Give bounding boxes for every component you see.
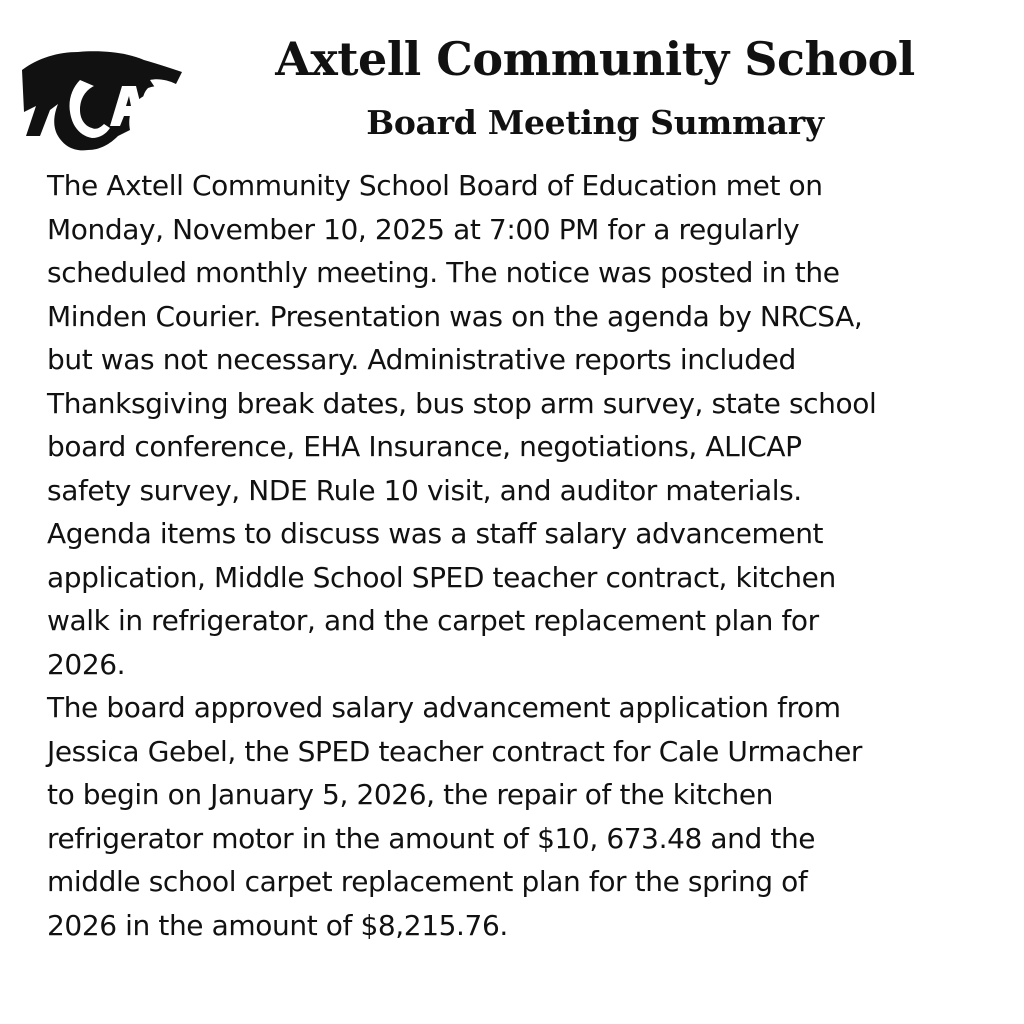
summary-line: Thanksgiving break dates, bus stop arm survey, state school xyxy=(47,386,877,420)
summary-line: Monday, November 10, 2025 at 7:00 PM for a regularly xyxy=(47,212,800,246)
summary-line: safety survey, NDE Rule 10 visit, and auditor materials. xyxy=(47,473,802,507)
summary-line: but was not necessary. Administrative reports included xyxy=(47,343,796,376)
summary-line: Agenda items to discuss was a staff salary advancement xyxy=(47,517,824,550)
summary-line: scheduled monthly meeting. The notice was posted in the xyxy=(47,256,840,289)
summary-line: board conference, EHA Insurance, negotiations, ALICAP xyxy=(47,430,802,463)
summary-body xyxy=(47,164,977,947)
page-subtitle: Board Meeting Summary xyxy=(366,103,824,142)
summary-line: middle school carpet replacement plan for the spring of xyxy=(47,865,808,898)
wildcat-ac-logo-icon xyxy=(18,40,188,158)
summary-line: Minden Courier. Presentation was on the agenda by NRCSA, xyxy=(47,299,863,333)
summary-line: application, Middle School SPED teacher contract, kitchen xyxy=(47,560,836,594)
page-title: Axtell Community School xyxy=(275,32,915,86)
summary-line: 2026 in the amount of $8,215.76. xyxy=(47,908,508,942)
summary-line: 2026. xyxy=(47,647,126,681)
summary-line: refrigerator motor in the amount of $10, 673.48 and the xyxy=(47,821,816,855)
summary-line: The board approved salary advancement application from xyxy=(47,691,841,724)
summary-line: The Axtell Community School Board of Education met on xyxy=(47,169,823,202)
summary-line: to begin on January 5, 2026, the repair of the kitchen xyxy=(47,778,774,811)
summary-line: walk in refrigerator, and the carpet replacement plan for xyxy=(47,604,819,637)
summary-line: Jessica Gebel, the SPED teacher contract for Cale Urmacher xyxy=(47,734,863,768)
